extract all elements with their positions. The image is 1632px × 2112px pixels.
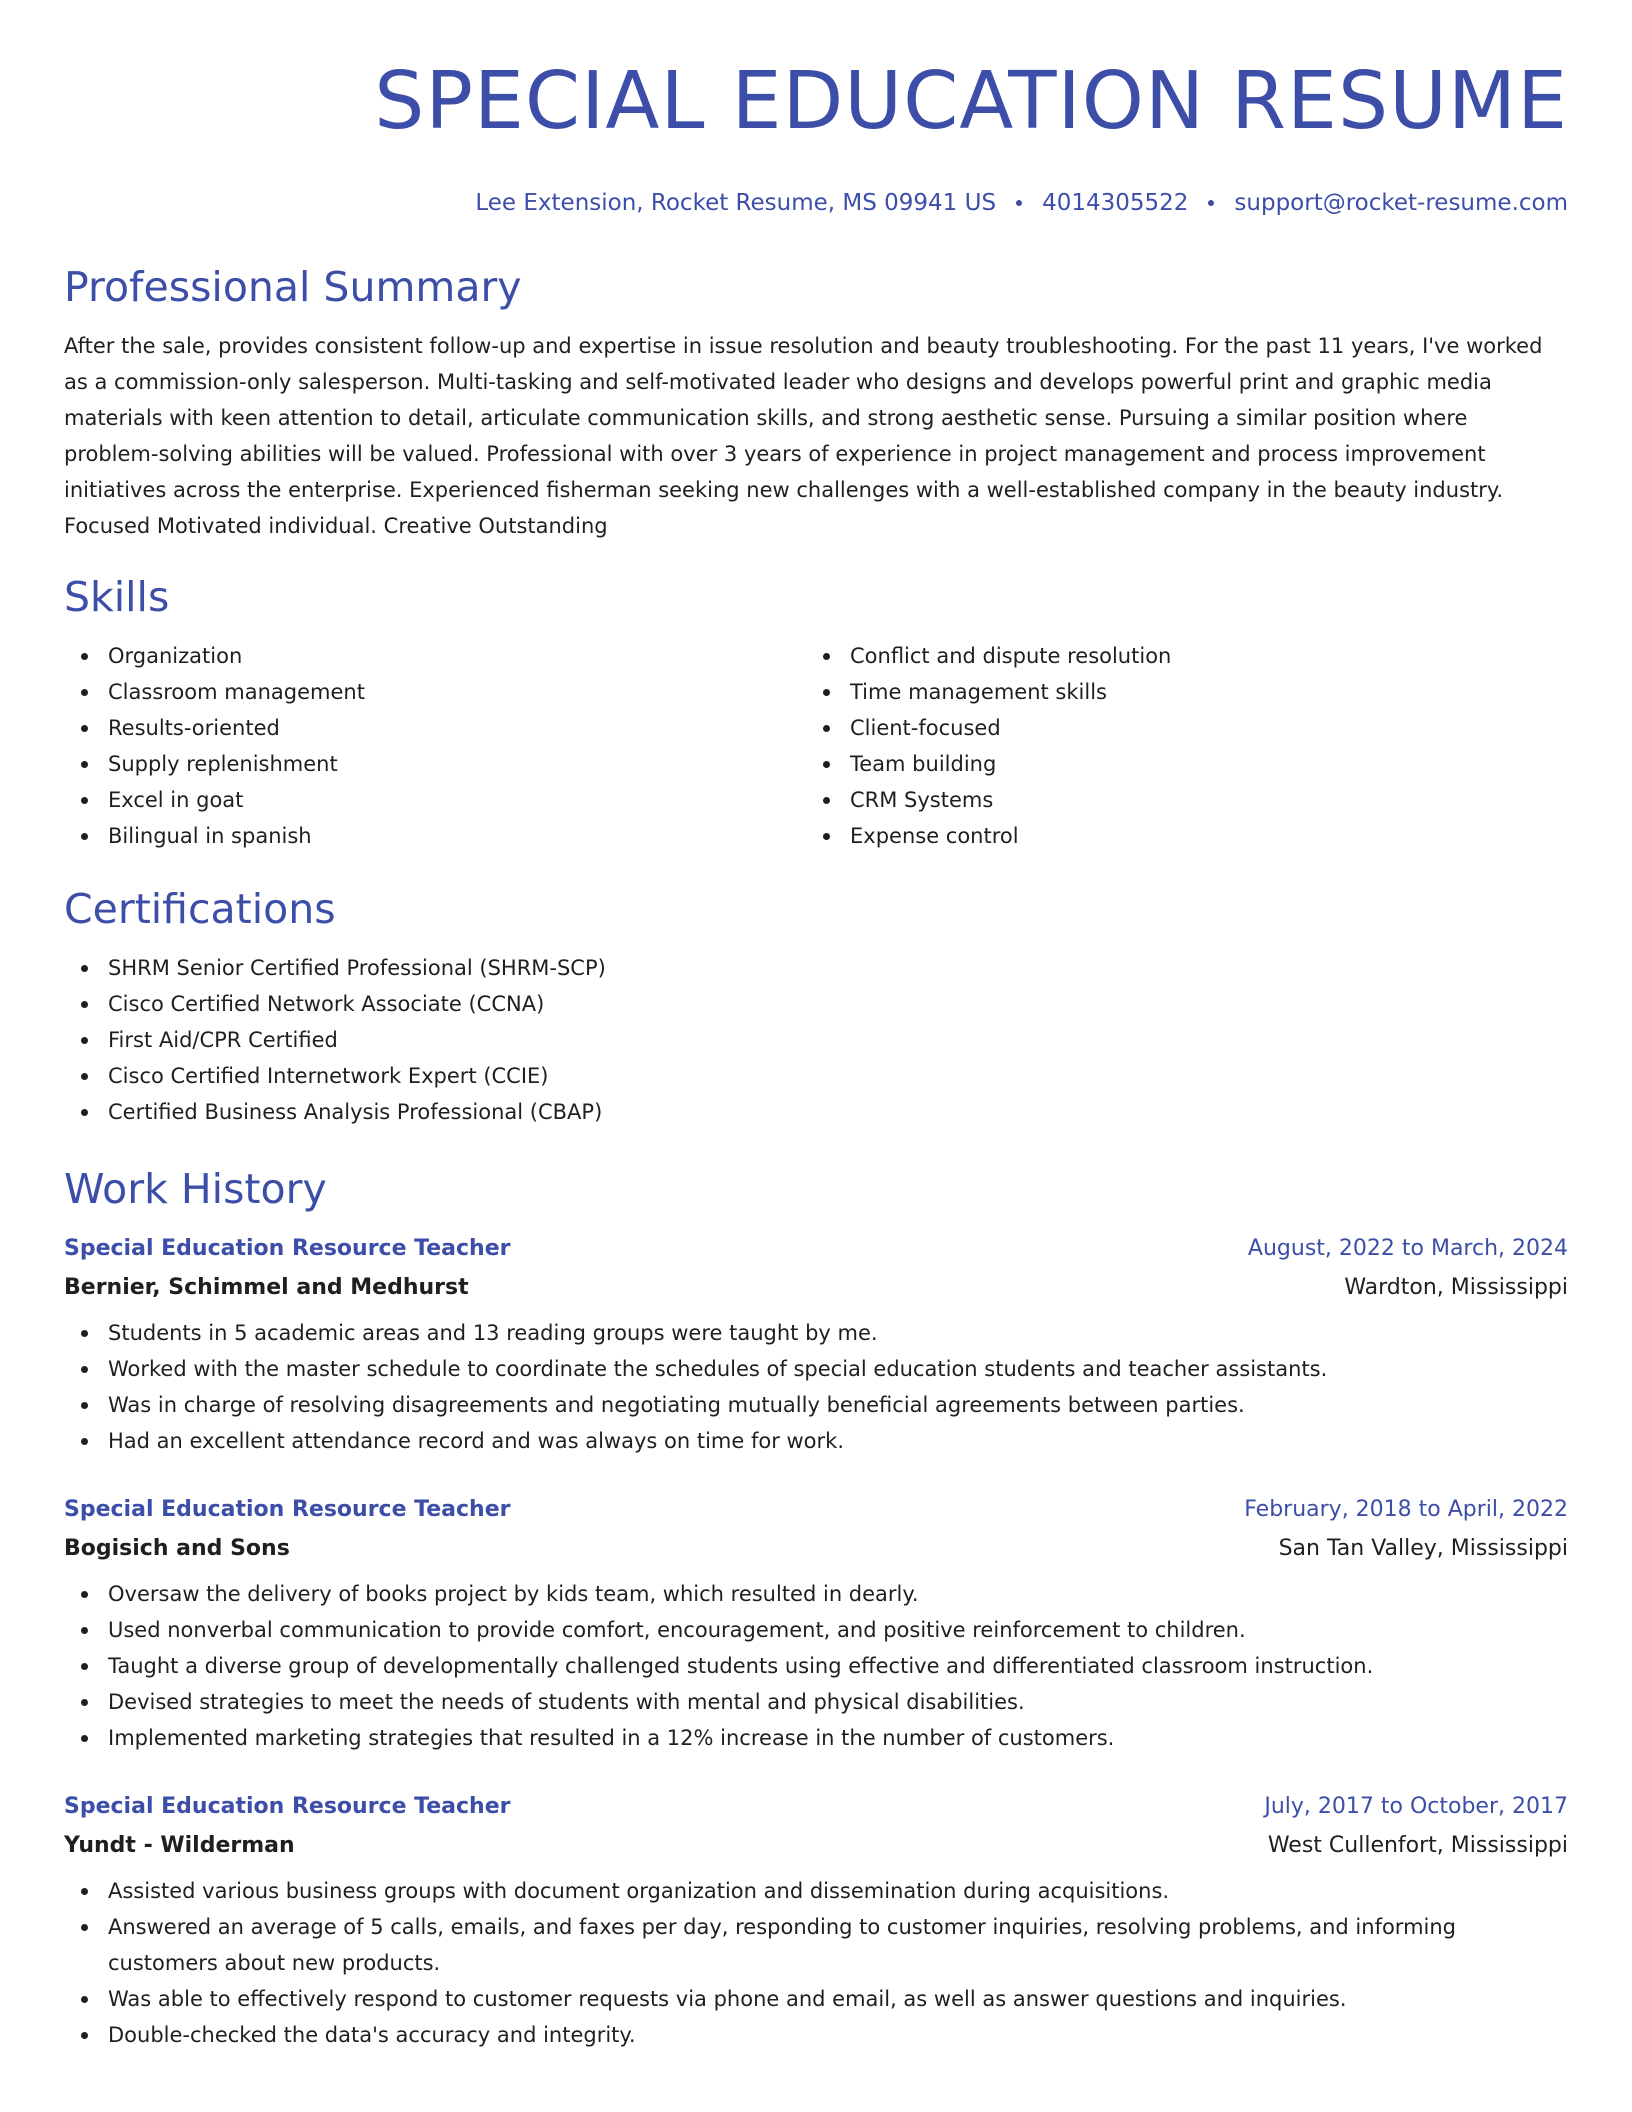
job-dates: August, 2022 to March, 2024 — [1247, 1236, 1568, 1261]
skills-grid — [64, 638, 1568, 854]
job-company: Bernier, Schimmel and Medhurst — [64, 1275, 469, 1300]
job-duties — [64, 1315, 1568, 1459]
job-duty-item: Answered an average of 5 calls, emails, and faxes per day, responding to customer inquiries, resolving problems, and informing customers about new products. — [64, 1909, 1568, 1981]
job-subheader — [64, 1525, 1568, 1564]
job-dates: July, 2017 to October, 2017 — [1264, 1794, 1568, 1819]
bullet-separator — [1016, 200, 1022, 206]
skill-item: Results-oriented — [64, 710, 806, 746]
job-duty-item: Oversaw the delivery of books project by kids team, which resulted in dearly. — [64, 1576, 1568, 1612]
skill-item: Team building — [806, 746, 1568, 782]
summary-heading: Professional Summary — [64, 263, 522, 311]
job-header — [64, 1792, 1568, 1822]
bullet-separator — [1208, 200, 1214, 206]
job-duty-item: Assisted various business groups with document organization and dissemination during acquisitions. — [64, 1873, 1568, 1909]
contact-email: support@rocket-resume.com — [1234, 190, 1568, 216]
skills-heading: Skills — [64, 573, 170, 621]
summary-text: After the sale, provides consistent follow-up and expertise in issue resolution and beauty troubleshooting. For the past 11 years, I've worked as a commission-only salesperson. Multi-tasking and self-motivated leader who designs and develops powerful print and graphic media materials with keen attention to detail, articulate communication skills, and strong aesthetic sense. Pursuing a similar position where problem-solving abilities will be valued. Professional with over 3 years of experience in project management and process improvement initiatives across the enterprise. Experienced fisherman seeking new challenges with a well-established company in the beauty industry. Focused Motivated individual. Creative Outstanding — [64, 334, 1543, 538]
job-duties — [64, 1576, 1568, 1756]
job-header — [64, 1495, 1568, 1525]
contact-phone: 4014305522 — [1042, 190, 1189, 216]
skill-item: Expense control — [806, 818, 1568, 854]
job-company: Bogisich and Sons — [64, 1536, 290, 1561]
skill-item: Time management skills — [806, 674, 1568, 710]
job-title: Special Education Resource Teacher — [64, 1497, 511, 1522]
resume-title: SPECIAL EDUCATION RESUME — [374, 55, 1568, 147]
certification-item: Cisco Certified Network Associate (CCNA) — [64, 986, 1568, 1022]
job-duties — [64, 1873, 1568, 2053]
job-duty-item: Was able to effectively respond to customer requests via phone and email, as well as answer questions and inquiries. — [64, 1981, 1568, 2017]
skill-item: Classroom management — [64, 674, 806, 710]
job-duty-item: Implemented marketing strategies that resulted in a 12% increase in the number of customers. — [64, 1720, 1568, 1756]
job-location: West Cullenfort, Mississippi — [1267, 1833, 1568, 1858]
certifications-heading: Certifications — [64, 885, 336, 933]
job-duty-item: Double-checked the data's accuracy and integrity. — [64, 2017, 1568, 2053]
job-entry — [64, 1792, 1568, 2053]
job-entry — [64, 1495, 1568, 1756]
job-duty-item: Had an excellent attendance record and was always on time for work. — [64, 1423, 1568, 1459]
job-subheader — [64, 1822, 1568, 1861]
skill-item: Bilingual in spanish — [64, 818, 806, 854]
job-header — [64, 1234, 1568, 1264]
job-company: Yundt - Wilderman — [64, 1833, 295, 1858]
skill-item: Conflict and dispute resolution — [806, 638, 1568, 674]
skill-item: Organization — [64, 638, 806, 674]
skill-item: CRM Systems — [806, 782, 1568, 818]
job-subheader — [64, 1264, 1568, 1303]
contact-line — [64, 188, 1568, 218]
job-title: Special Education Resource Teacher — [64, 1236, 511, 1261]
certification-item: Certified Business Analysis Professional (CBAP) — [64, 1094, 1568, 1130]
work-history-heading: Work History — [64, 1165, 327, 1213]
job-duty-item: Was in charge of resolving disagreements and negotiating mutually beneficial agreements between parties. — [64, 1387, 1568, 1423]
skill-item: Client-focused — [806, 710, 1568, 746]
job-entry — [64, 1234, 1568, 1459]
job-duty-item: Taught a diverse group of developmentally challenged students using effective and differentiated classroom instruction. — [64, 1648, 1568, 1684]
job-title: Special Education Resource Teacher — [64, 1794, 511, 1819]
certification-item: SHRM Senior Certified Professional (SHRM-SCP) — [64, 950, 1568, 986]
job-duty-item: Used nonverbal communication to provide comfort, encouragement, and positive reinforcement to children. — [64, 1612, 1568, 1648]
contact-address: Lee Extension, Rocket Resume, MS 09941 US — [475, 190, 997, 216]
job-duty-item: Worked with the master schedule to coordinate the schedules of special education students and teacher assistants. — [64, 1351, 1568, 1387]
certification-item: Cisco Certified Internetwork Expert (CCIE) — [64, 1058, 1568, 1094]
skill-item: Supply replenishment — [64, 746, 806, 782]
job-location: Wardton, Mississippi — [1344, 1275, 1568, 1300]
job-duty-item: Devised strategies to meet the needs of students with mental and physical disabilities. — [64, 1684, 1568, 1720]
job-dates: February, 2018 to April, 2022 — [1244, 1497, 1568, 1522]
job-location: San Tan Valley, Mississippi — [1278, 1536, 1568, 1561]
skills-list-right — [806, 638, 1568, 854]
skill-item: Excel in goat — [64, 782, 806, 818]
job-duty-item: Students in 5 academic areas and 13 reading groups were taught by me. — [64, 1315, 1568, 1351]
certification-item: First Aid/CPR Certified — [64, 1022, 1568, 1058]
skills-list-left — [64, 638, 806, 854]
certifications-list — [64, 950, 1568, 1130]
